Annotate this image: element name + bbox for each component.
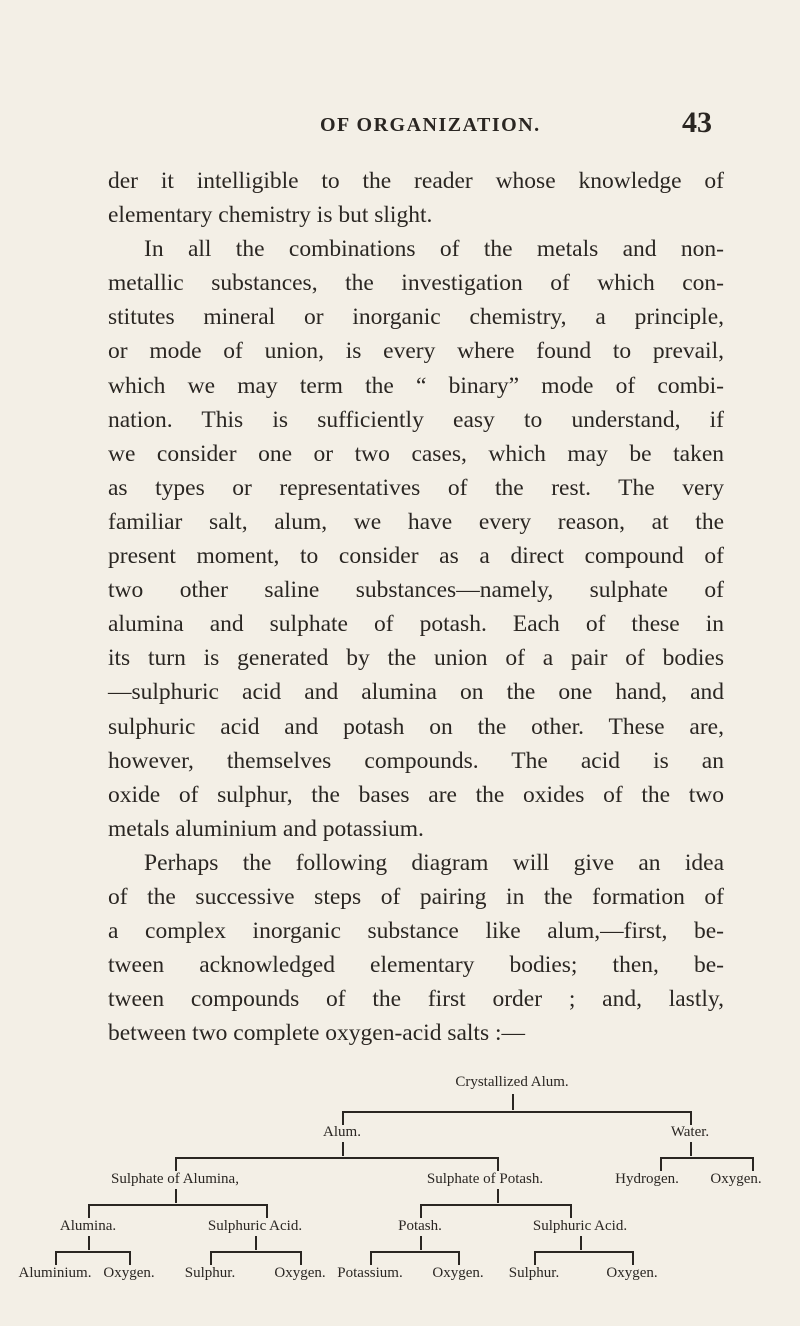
connector: [570, 1204, 572, 1218]
connector: [342, 1142, 344, 1156]
connector: [660, 1157, 662, 1171]
connector: [534, 1251, 536, 1265]
text-line: Perhaps the following diagram will give an idea: [144, 849, 724, 876]
connector: [129, 1251, 131, 1265]
page-number: 43: [682, 106, 712, 139]
text-line: present moment, to consider as a direct compound of: [108, 543, 724, 570]
hydrogen-label: Hydrogen.: [615, 1171, 679, 1187]
sulphate-of-potash-label: Sulphate of Potash.: [426, 1171, 544, 1187]
connector: [175, 1189, 177, 1203]
connector: [420, 1204, 422, 1218]
text-line: between two complete oxygen-acid salts :—: [108, 1020, 525, 1047]
text-line: In all the combinations of the metals and non-: [144, 236, 724, 263]
text-line: nation. This is sufficiently easy to understand, if: [108, 406, 724, 433]
sulphuric-acid-label: Sulphuric Acid.: [207, 1218, 303, 1234]
sulphur-label: Sulphur.: [184, 1265, 236, 1281]
connector: [580, 1236, 582, 1250]
connector: [88, 1236, 90, 1250]
text-line: der it intelligible to the reader whose knowledge of: [108, 168, 724, 194]
text-line: as types or representatives of the rest. The very: [108, 474, 724, 501]
text-line: familiar salt, alum, we have every reason, at the: [108, 508, 724, 535]
connector: [210, 1251, 212, 1265]
text-line: metals aluminium and potassium.: [108, 815, 424, 842]
text-line: elementary chemistry is but slight.: [108, 202, 433, 229]
diagram-root-label: Crystallized Alum.: [455, 1074, 569, 1090]
alum-label: Alum.: [323, 1124, 361, 1140]
oxygen-label: Oxygen.: [274, 1265, 326, 1281]
sulphate-of-alumina-label: Sulphate of Alumina,: [111, 1171, 239, 1187]
text-line: two other saline substances—namely, sulphate of: [108, 577, 724, 604]
connector: [512, 1094, 514, 1110]
connector: [690, 1111, 692, 1125]
running-title: OF ORGANIZATION.: [320, 114, 541, 136]
text-line: a complex inorganic substance like alum,—first, be-: [108, 918, 724, 945]
text-line: tween compounds of the first order ; and, lastly,: [108, 986, 724, 1013]
connector: [660, 1157, 752, 1159]
connector: [370, 1251, 372, 1265]
oxygen-label: Oxygen.: [432, 1265, 484, 1281]
potassium-label: Potassium.: [337, 1265, 403, 1281]
connector: [420, 1236, 422, 1250]
aluminium-label: Aluminium.: [18, 1265, 92, 1281]
connector: [55, 1251, 129, 1253]
alumina-label: Alumina.: [59, 1218, 117, 1234]
text-line: metallic substances, the investigation of which con-: [108, 270, 724, 297]
connector: [632, 1251, 634, 1265]
text-line: stitutes mineral or inorganic chemistry, a principle,: [108, 304, 724, 331]
text-line: alumina and sulphate of potash. Each of these in: [108, 611, 724, 638]
oxygen-label: Oxygen.: [606, 1265, 658, 1281]
text-line: which we may term the “ binary” mode of combi-: [108, 372, 724, 399]
oxygen-label: Oxygen.: [710, 1171, 762, 1187]
connector: [88, 1204, 90, 1218]
connector: [690, 1142, 692, 1156]
text-line: we consider one or two cases, which may be taken: [108, 440, 724, 467]
sulphur-label: Sulphur.: [508, 1265, 560, 1281]
water-label: Water.: [670, 1124, 710, 1140]
text-line: sulphuric acid and potash on the other. These are,: [108, 713, 724, 740]
potash-label: Potash.: [398, 1218, 442, 1234]
connector: [752, 1157, 754, 1171]
text-line: or mode of union, is every where found to prevail,: [108, 338, 724, 365]
connector: [342, 1111, 344, 1125]
connector: [342, 1111, 690, 1113]
connector: [88, 1204, 266, 1206]
connector: [370, 1251, 458, 1253]
connector: [497, 1189, 499, 1203]
text-line: tween acknowledged elementary bodies; then, be-: [108, 952, 724, 979]
connector: [534, 1251, 632, 1253]
text-line: however, themselves compounds. The acid is an: [108, 747, 724, 774]
connector: [497, 1157, 499, 1171]
connector: [210, 1251, 300, 1253]
text-line: its turn is generated by the union of a pair of bodies: [108, 645, 724, 672]
connector: [300, 1251, 302, 1265]
sulphuric-acid-label: Sulphuric Acid.: [532, 1218, 628, 1234]
connector: [175, 1157, 497, 1159]
oxygen-label: Oxygen.: [103, 1265, 155, 1281]
connector: [420, 1204, 570, 1206]
text-line: oxide of sulphur, the bases are the oxides of the two: [108, 781, 724, 808]
text-line: —sulphuric acid and alumina on the one hand, and: [108, 679, 724, 706]
connector: [458, 1251, 460, 1265]
text-line: of the successive steps of pairing in the formation of: [108, 883, 724, 910]
connector: [266, 1204, 268, 1218]
connector: [55, 1251, 57, 1265]
connector: [175, 1157, 177, 1171]
connector: [255, 1236, 257, 1250]
